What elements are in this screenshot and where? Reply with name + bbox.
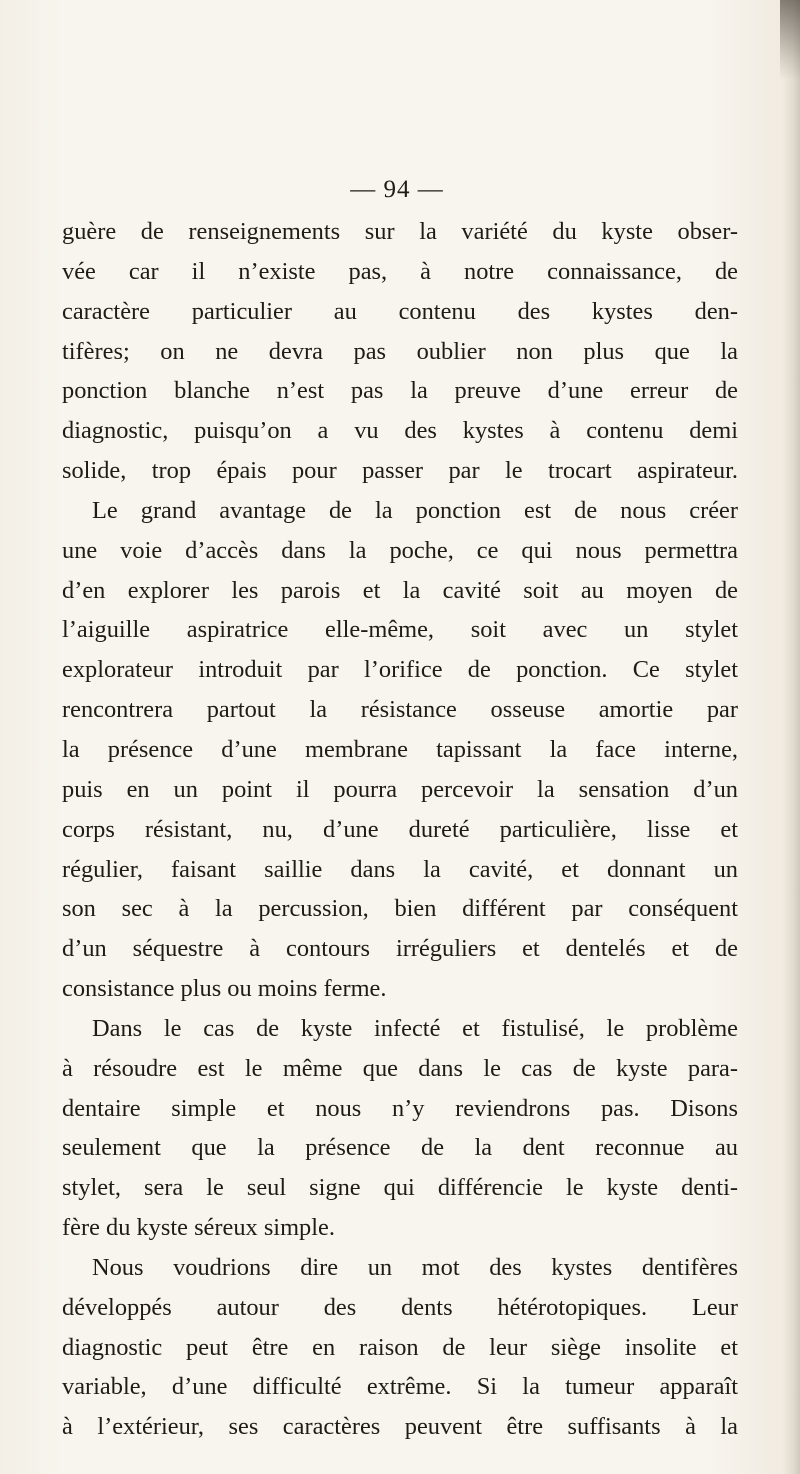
page-edge-shadow: [782, 0, 800, 1474]
text-line: stylet, sera le seul signe qui différencie le kyste denti-: [62, 1174, 738, 1202]
text-line: à résoudre est le même que dans le cas de kyste para-: [62, 1054, 738, 1082]
text-line: son sec à la percussion, bien différent par conséquent: [62, 895, 738, 923]
text-line: d’un séquestre à contours irréguliers et dentelés et de: [62, 935, 738, 963]
text-line: corps résistant, nu, d’une dureté particulière, lisse et: [62, 815, 738, 843]
text-line: tifères; on ne devra pas oublier non plus que la: [62, 337, 738, 365]
text-line: régulier, faisant saillie dans la cavité, et donnant un: [62, 855, 738, 883]
text-line: vée car il n’existe pas, à notre connaissance, de: [62, 257, 738, 285]
text-line: guère de renseignements sur la variété du kyste obser-: [62, 218, 738, 245]
text-line: explorateur introduit par l’orifice de ponction. Ce stylet: [62, 656, 738, 684]
text-line: diagnostic, puisqu’on a vu des kystes à contenu demi: [62, 417, 738, 445]
page-number: — 94 —: [350, 176, 444, 203]
text-line: à l’extérieur, ses caractères peuvent être suffisants à la: [62, 1413, 738, 1441]
text-line: seulement que la présence de la dent reconnue au: [62, 1134, 738, 1162]
text-line: solide, trop épais pour passer par le trocart aspirateur.: [62, 457, 738, 485]
text-line: Le grand avantage de la ponction est de nous créer: [92, 496, 738, 524]
body-text: [62, 212, 738, 1447]
text-line: diagnostic peut être en raison de leur siège insolite et: [62, 1333, 738, 1361]
text-line: la présence d’une membrane tapissant la face interne,: [62, 735, 738, 763]
text-line: Dans le cas de kyste infecté et fistulisé, le problème: [92, 1014, 738, 1042]
text-line: caractère particulier au contenu des kystes den-: [62, 297, 738, 325]
text-line: d’en explorer les parois et la cavité soit au moyen de: [62, 576, 738, 604]
text-line: fère du kyste séreux simple.: [62, 1214, 335, 1242]
text-line: puis en un point il pourra percevoir la sensation d’un: [62, 775, 738, 803]
text-line: l’aiguille aspiratrice elle-même, soit avec un stylet: [62, 616, 738, 644]
text-line: Nous voudrions dire un mot des kystes dentifères: [92, 1253, 738, 1281]
text-line: développés autour des dents hétérotopiques. Leur: [62, 1293, 738, 1321]
text-line: une voie d’accès dans la poche, ce qui nous permettra: [62, 536, 738, 564]
text-line: variable, d’une difficulté extrême. Si la tumeur apparaît: [62, 1373, 738, 1401]
text-line: ponction blanche n’est pas la preuve d’une erreur de: [62, 377, 738, 405]
text-line: consistance plus ou moins ferme.: [62, 975, 387, 1003]
text-line: rencontrera partout la résistance osseuse amortie par: [62, 696, 738, 724]
page-corner-shadow: [780, 0, 800, 80]
text-line: dentaire simple et nous n’y reviendrons pas. Disons: [62, 1094, 738, 1122]
